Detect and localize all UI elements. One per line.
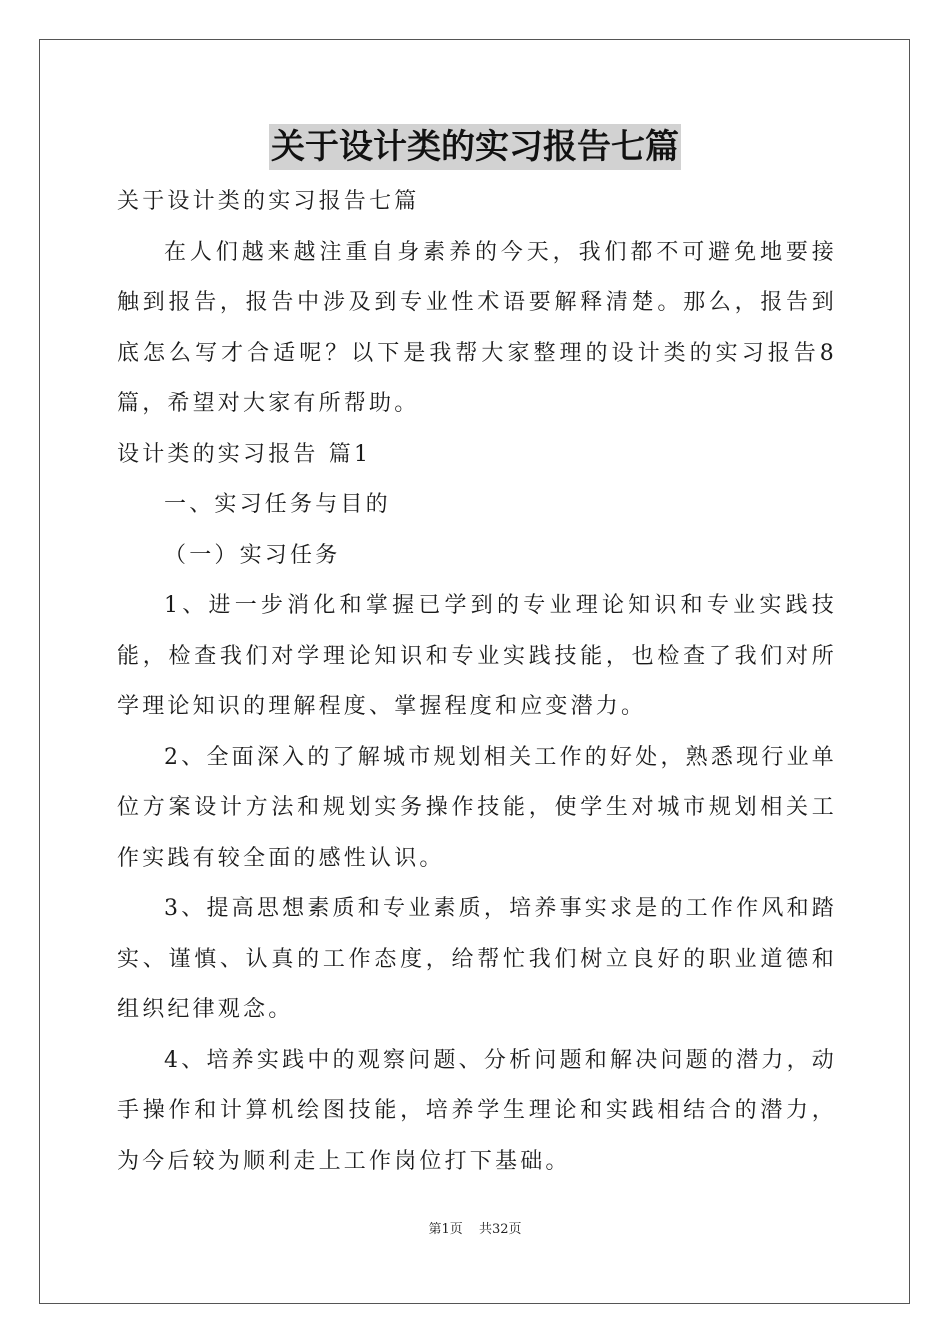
subsection-subheading: （一）实习任务 (164, 542, 341, 568)
subsection-heading: 一、实习任务与目的 (164, 492, 391, 517)
title-container (0, 124, 950, 170)
page-total: 共32页 (478, 1222, 522, 1237)
list-item: 3、提高思想素质和专业素质，培养事实求是的工作作风和踏实、谨慎、认真的工作态度，给帮忙我们树立良好的职业道德和组织纪律观念。 (117, 896, 837, 1022)
section-heading: 设计类的实习报告 篇1 (117, 441, 372, 467)
paragraph-subtitle: 关于设计类的实习报告七篇 (117, 189, 420, 214)
document-title: 关于设计类的实习报告七篇 (269, 124, 681, 170)
page-number: 第1页 (428, 1222, 463, 1237)
list-item: 2、全面深入的了解城市规划相关工作的好处，熟悉现行业单位方案设计方法和规划实务操作技能，使学生对城市规划相关工作实践有较全面的感性认识。 (117, 744, 837, 871)
list-item: 1、进一步消化和掌握已学到的专业理论知识和专业实践技能，检查我们对学理论知识和专业实践技能，也检查了我们对所学理论知识的理解程度、掌握程度和应变潜力。 (117, 593, 837, 719)
document-body (117, 177, 837, 1187)
list-item: 4、培养实践中的观察问题、分析问题和解决问题的潜力，动手操作和计算机绘图技能，培养学生理论和实践相结合的潜力，为今后较为顺利走上工作岗位打下基础。 (117, 1047, 837, 1174)
paragraph-intro: 在人们越来越注重自身素养的今天，我们都不可避免地要接触到报告，报告中涉及到专业性术语要解释清楚。那么，报告到底怎么写才合适呢？以下是我帮大家整理的设计类的实习报告8篇，希望对大家有所帮助。 (117, 239, 837, 416)
page-footer (0, 1218, 950, 1237)
